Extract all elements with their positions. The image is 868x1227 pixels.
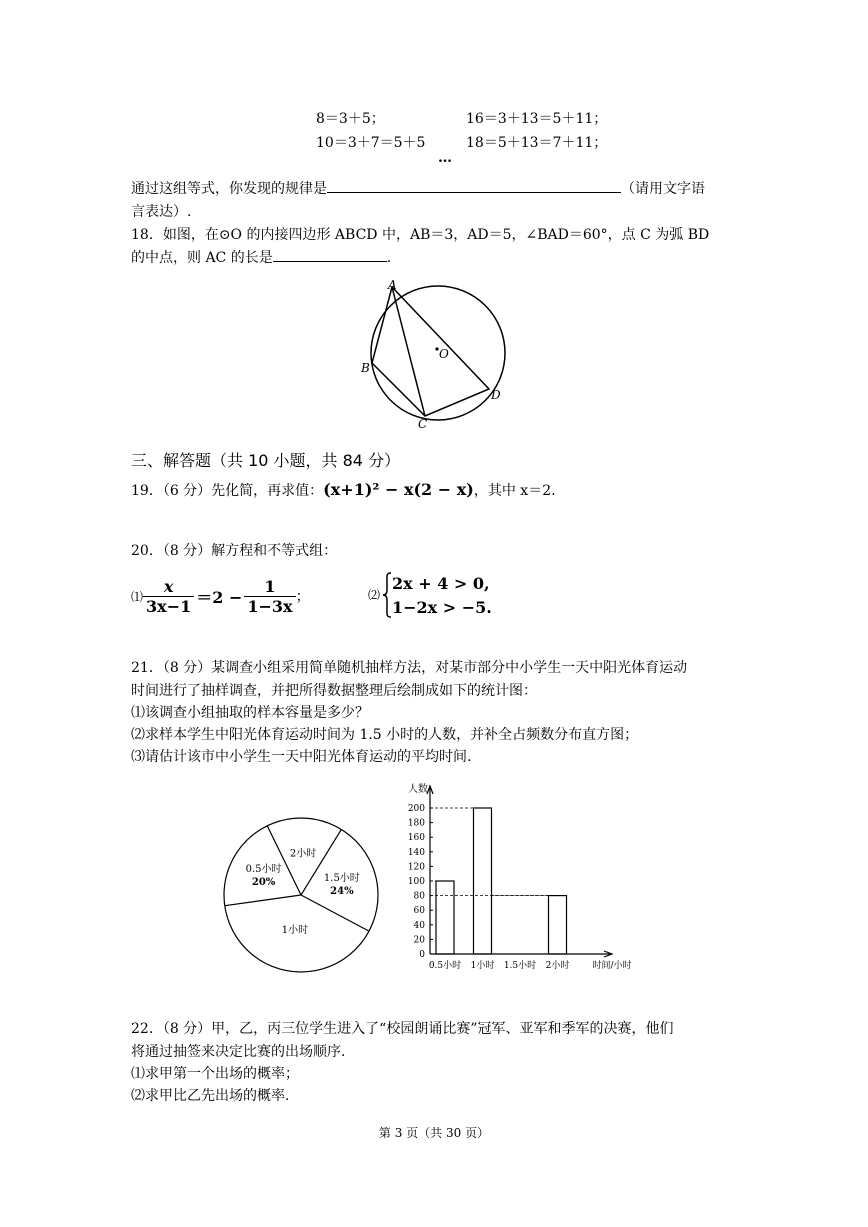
x-tick-label: 1小时 xyxy=(470,961,495,971)
q20-part1-end: ； xyxy=(295,589,310,605)
y-tick-label: 60 xyxy=(413,906,425,917)
q19-suffix: ，其中 x＝2. xyxy=(473,483,556,499)
pie-chart-group xyxy=(224,818,378,972)
pie-slice-percent: 24% xyxy=(330,885,354,897)
y-tick-label: 40 xyxy=(413,920,425,931)
q22-line2: 将通过抽签来决定比赛的出场顺序. xyxy=(131,1044,346,1060)
pie-slice-label: 0.5小时 xyxy=(245,864,282,876)
brace-icon xyxy=(382,572,392,618)
pie-slice-label: 1.5小时 xyxy=(323,872,360,884)
segment-ac xyxy=(392,287,425,416)
equation-line: 8＝3＋5； xyxy=(316,111,385,127)
q20-part2-label: ⑵ xyxy=(368,588,381,602)
x-tick-label: 2小时 xyxy=(545,961,570,971)
fraction xyxy=(244,577,295,616)
q18-text-after: . xyxy=(386,250,392,266)
q22-item2: ⑵求甲比乙先出场的概率. xyxy=(131,1088,290,1104)
q20-part2 xyxy=(368,572,518,620)
equation-line: 10＝3＋7＝5＋5 xyxy=(316,135,426,151)
y-tick-label: 80 xyxy=(413,891,425,902)
pie-slice-label: 2小时 xyxy=(289,848,317,860)
inequality-2: 1−2x > −5. xyxy=(392,598,492,617)
y-tick-label: 160 xyxy=(407,833,425,844)
q17-text-before: 通过这组等式，你发现的规律是 xyxy=(131,181,327,197)
q21-item1: ⑴该调查小组抽取的样本容量是多少？ xyxy=(131,705,369,721)
q18-line1: 18．如图，在⊙O 的内接四边形 ABCD 中，AB＝3，AD＝5，∠BAD＝60°，点 C 为弧 BD xyxy=(131,227,710,243)
fraction-numerator: 1 xyxy=(244,577,295,597)
label-a: A xyxy=(388,278,397,292)
bar xyxy=(436,881,454,954)
bar-chart xyxy=(386,780,638,975)
fraction-denominator: 1−3x xyxy=(247,596,293,616)
label-d: D xyxy=(491,388,501,402)
q20-title: 20．（8 分）解方程和不等式组： xyxy=(131,543,338,559)
q17-answer-blank[interactable] xyxy=(327,178,621,193)
circle-geometry-figure xyxy=(355,275,525,435)
fraction-denominator: 3x−1 xyxy=(146,596,192,616)
q21-line2: 时间进行了抽样调查，并把所得数据整理后绘制成如下的统计图： xyxy=(131,683,537,699)
bar xyxy=(474,808,492,954)
y-axis-title: 人数 xyxy=(408,784,428,795)
pie-slice-boundary xyxy=(301,895,369,931)
q20-part1-label: ⑴ xyxy=(131,589,144,604)
q21-item2: ⑵求样本学生中阳光体育运动时间为 1.5 小时的人数，并补全占频数分布直方图； xyxy=(131,727,639,743)
bar xyxy=(549,896,567,954)
q19-prefix: 19．（6 分）先化简，再求值： xyxy=(131,483,324,499)
x-axis-title: 时间/小时 xyxy=(592,961,632,971)
q17-text-line2: 言表达）. xyxy=(131,204,192,220)
x-tick-label: 1.5小时 xyxy=(503,961,537,971)
q20-part1-mid: ＝2 − xyxy=(196,587,243,607)
q21-line1: 21．（8 分）某调查小组采用简单随机抽样方法，对某市部分中小学生一天中阳光体育运动 xyxy=(131,660,688,676)
q17-text-after: （请用文字语 xyxy=(621,181,705,197)
page-footer: 第 3 页（共 30 页） xyxy=(378,1126,490,1140)
pie-chart xyxy=(218,815,384,975)
label-b: B xyxy=(361,361,370,375)
q19-expression: (x+1)² − x(2 − x) xyxy=(323,480,474,499)
ellipsis: … xyxy=(438,150,452,166)
label-c: C xyxy=(418,417,428,431)
y-tick-label: 20 xyxy=(413,935,425,946)
y-tick-label: 120 xyxy=(407,862,425,873)
q22-line1: 22．（8 分）甲，乙，丙三位学生进入了“校园朗诵比赛”冠军、亚军和季军的决赛，他们 xyxy=(131,1021,674,1037)
y-tick-label: 200 xyxy=(407,804,425,814)
q19 xyxy=(131,480,556,500)
q18-line2 xyxy=(131,247,391,267)
q21-item3: ⑶请估计该市中小学生一天中阳光体育运动的平均时间. xyxy=(131,749,472,765)
inequality-1: 2x + 4 > 0, xyxy=(392,574,490,593)
fraction xyxy=(143,577,194,616)
equation-line: 18＝5＋13＝7＋11； xyxy=(466,135,608,151)
label-o: O xyxy=(439,347,449,361)
q20-part1 xyxy=(131,572,310,620)
bar-chart-group xyxy=(408,782,632,971)
equation-line: 16＝3＋13＝5＋11； xyxy=(466,111,608,127)
pie-slice-label: 1小时 xyxy=(281,925,309,937)
q17-text xyxy=(131,178,705,198)
x-tick-label: 0.5小时 xyxy=(428,961,462,971)
y-tick-label: 0 xyxy=(419,950,425,960)
y-tick-label: 180 xyxy=(407,818,425,829)
fraction-numerator: x xyxy=(143,577,194,597)
q18-text-before: 的中点，则 AC 的长是 xyxy=(131,250,273,266)
section-heading: 三、解答题（共 10 小题，共 84 分） xyxy=(131,451,401,470)
y-tick-label: 100 xyxy=(407,877,425,887)
pie-slice-percent: 20% xyxy=(251,877,276,889)
q22-item1: ⑴求甲第一个出场的概率； xyxy=(131,1066,299,1082)
q18-answer-blank[interactable] xyxy=(273,247,387,262)
pie-slice-boundary xyxy=(225,895,301,906)
circle-o xyxy=(371,286,505,420)
y-tick-label: 140 xyxy=(407,847,425,858)
